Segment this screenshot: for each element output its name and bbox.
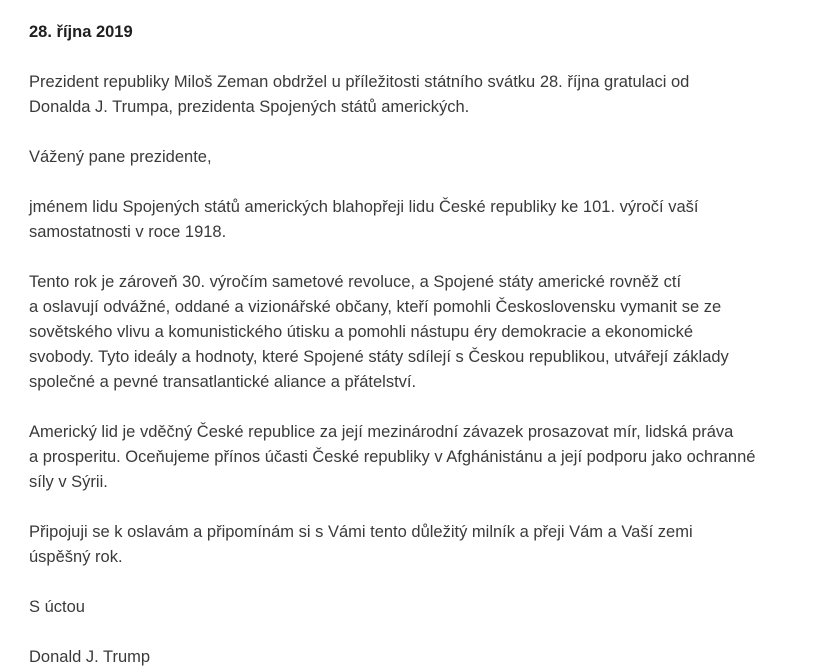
signature-paragraph bbox=[29, 645, 789, 670]
paragraph-line: společné a pevné transatlantické aliance a přátelství. bbox=[29, 373, 417, 391]
paragraph-line: jménem lidu Spojených států amerických blahopřeji lidu České republiky ke 101. výročí vaší bbox=[29, 198, 699, 216]
paragraph-line: Vážený pane prezidente, bbox=[29, 148, 212, 166]
paragraph-line: sovětského vlivu a komunistického útisku a pomohli nástupu éry demokracie a ekonomické bbox=[29, 323, 694, 341]
paragraph-line: úspěšný rok. bbox=[29, 548, 123, 566]
letter-paragraph bbox=[29, 195, 789, 245]
signature-name: Donald J. Trump bbox=[29, 648, 151, 666]
paragraph-line: svobody. Tyto ideály a hodnoty, které Spojené státy sdílejí s Českou republikou, utvářejí základy bbox=[29, 348, 729, 366]
paragraph-line: samostatnosti v roce 1918. bbox=[29, 223, 227, 241]
paragraph-line: a prosperitu. Oceňujeme přínos účasti České republiky v Afghánistánu a její podporu jako ochranné bbox=[29, 448, 756, 466]
closing-paragraph bbox=[29, 595, 789, 620]
paragraph-line: Donalda J. Trumpa, prezidenta Spojených států amerických. bbox=[29, 98, 470, 116]
salutation-paragraph bbox=[29, 145, 789, 170]
article-body bbox=[29, 20, 789, 670]
intro-paragraph bbox=[29, 70, 789, 120]
paragraph-line: a oslavují odvážné, oddané a vizionářské občany, kteří pomohli Československu vymanit se ze bbox=[29, 298, 722, 316]
paragraph-line: S úctou bbox=[29, 598, 85, 616]
letter-paragraph bbox=[29, 420, 789, 495]
paragraph-line: Tento rok je zároveň 30. výročím sametové revoluce, a Spojené státy americké rovněž ctí bbox=[29, 273, 682, 291]
paragraph-line: Prezident republiky Miloš Zeman obdržel u příležitosti státního svátku 28. října gratulaci od bbox=[29, 73, 690, 91]
article-date: 28. října 2019 bbox=[29, 23, 133, 41]
paragraph-line: síly v Sýrii. bbox=[29, 473, 108, 491]
letter-paragraph bbox=[29, 520, 789, 570]
paragraph-line: Připojuji se k oslavám a připomínám si s Vámi tento důležitý milník a přeji Vám a Vaší zemi bbox=[29, 523, 693, 541]
letter-paragraph bbox=[29, 270, 789, 395]
paragraph-line: Americký lid je vděčný České republice za její mezinárodní závazek prosazovat mír, lidská práva bbox=[29, 423, 734, 441]
